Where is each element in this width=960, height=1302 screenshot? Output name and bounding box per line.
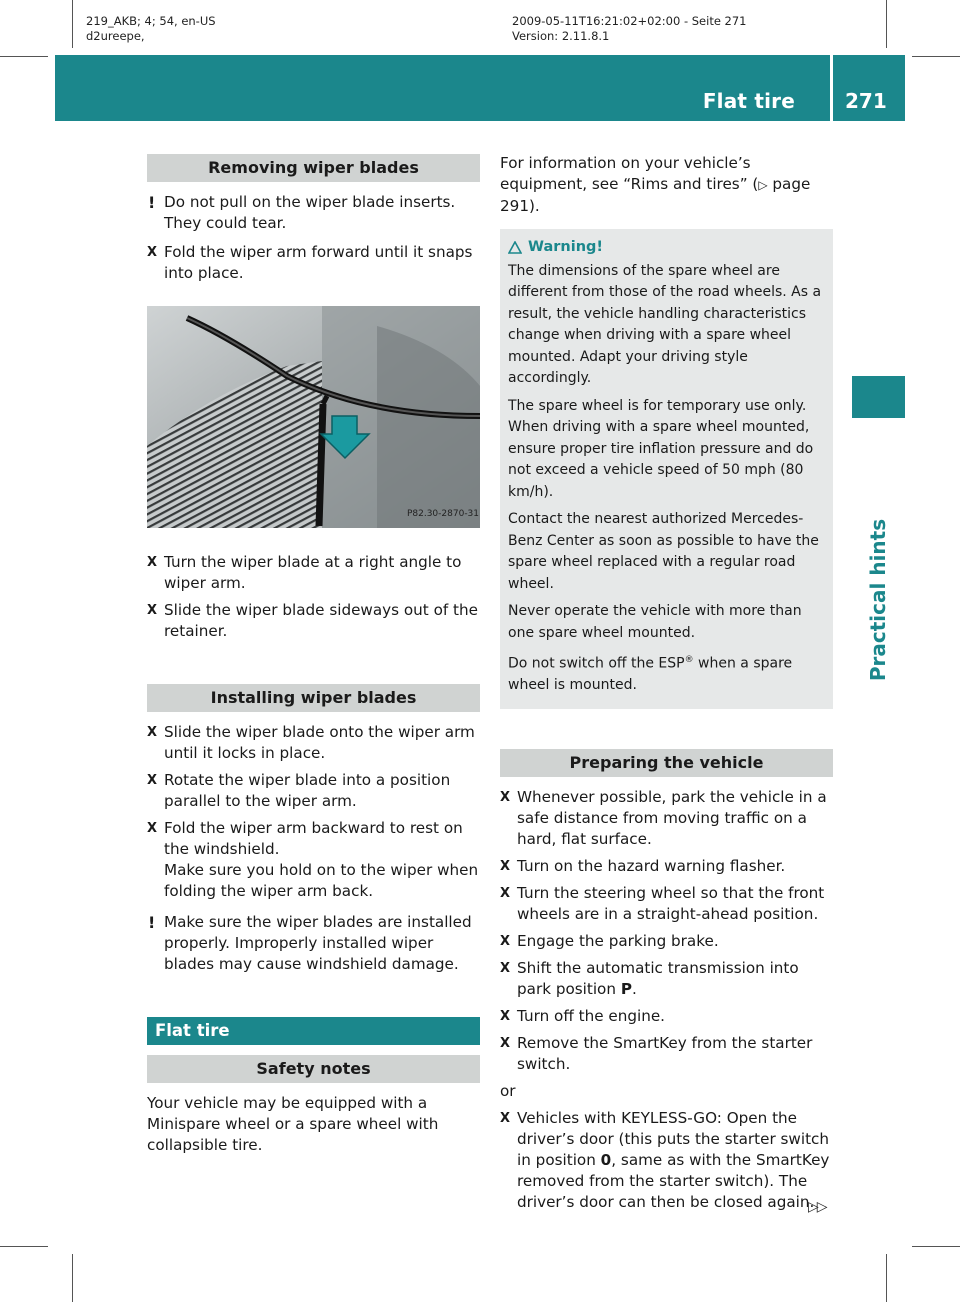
exclamation-icon: ! — [148, 913, 156, 932]
header-separator — [830, 55, 833, 121]
warning-title-text: Warning! — [528, 239, 604, 255]
step-text: Whenever possible, park the vehicle in a safe distance from moving traffic on a hard, flat surface. — [517, 787, 827, 848]
step-text-end: . — [631, 979, 637, 998]
instruction-step — [500, 958, 833, 1000]
step-arrow-icon: X — [147, 725, 158, 740]
step-arrow-icon: X — [147, 245, 158, 260]
step-text: Turn the wiper blade at a right angle to wiper arm. — [164, 553, 462, 592]
instruction-step — [500, 1108, 833, 1213]
wiper-arm-figure — [147, 306, 480, 528]
step-arrow-icon: X — [147, 821, 158, 836]
or-text: or — [500, 1081, 516, 1100]
page-number: 271 — [845, 89, 887, 113]
step-arrow-icon: X — [500, 1035, 511, 1051]
instruction-step — [147, 722, 480, 764]
step-arrow-icon: X — [500, 858, 511, 874]
step-text: Fold the wiper arm backward to rest on the windshield. — [164, 819, 463, 858]
reference-text: For information on your vehicle’s equipment, see “Rims and tires” ( — [500, 154, 759, 193]
heading-installing-wiper-blades: Installing wiper blades — [147, 684, 480, 712]
notice-note — [147, 192, 480, 234]
step-arrow-icon: X — [500, 885, 511, 901]
warning-esp-text: Do not switch off the ESP — [508, 655, 685, 672]
instruction-step — [500, 883, 833, 925]
step-text: Vehicles with KEYLESS-GO: Open the driver’s door (this puts the starter switch in position — [517, 1108, 829, 1169]
print-meta-left-line2: d2ureepe, — [86, 29, 145, 43]
crop-mark — [0, 1246, 48, 1247]
crop-mark — [72, 1254, 73, 1302]
right-column — [500, 153, 833, 1219]
warning-triangle-icon — [508, 241, 522, 254]
heading-removing-wiper-blades: Removing wiper blades — [147, 154, 480, 182]
step-arrow-icon: X — [500, 1008, 511, 1024]
section-tab-marker — [852, 376, 905, 418]
warning-paragraph: Contact the nearest authorized Mercedes-Benz Center as soon as possible to have the spare wheel replaced with a regular road wheel. — [508, 511, 819, 592]
position-letter: P — [620, 979, 632, 998]
instruction-step — [500, 1006, 833, 1027]
exclamation-icon: ! — [148, 193, 156, 212]
crop-mark — [912, 56, 960, 57]
print-meta-right — [512, 14, 747, 44]
step-text: Turn off the engine. — [517, 1006, 665, 1025]
instruction-step — [500, 856, 833, 877]
step-extra-text: Make sure you hold on to the wiper when folding the wiper arm back. — [164, 861, 479, 900]
print-meta-right-line1: 2009-05-11T16:21:02+02:00 - Seite 271 — [512, 14, 747, 28]
print-meta-left-line1: 219_AKB; 4; 54, en-US — [86, 14, 216, 28]
running-title: Flat tire — [702, 89, 795, 113]
crop-mark — [0, 56, 48, 57]
warning-paragraph: The spare wheel is for temporary use only. When driving with a spare wheel mounted, ensure proper tire inflation pressure and do not exceed a vehicle speed of 50 mph (80 km/h). — [508, 397, 814, 500]
heading-preparing-vehicle: Preparing the vehicle — [500, 749, 833, 777]
registered-mark: ® — [684, 655, 694, 665]
page-header-bar — [55, 55, 905, 121]
warning-paragraph: The dimensions of the spare wheel are different from those of the road wheels. As a result, the vehicle handling characteristics change when driving with a spare wheel mounted. Adapt your driving style accordingly. — [508, 262, 822, 386]
step-arrow-icon: X — [147, 603, 158, 618]
figure-code: P82.30-2870-31 — [406, 509, 480, 519]
continue-marker: ▷▷ — [808, 1199, 826, 1215]
step-text: Engage the parking brake. — [517, 931, 719, 950]
side-section-title: Practical hints — [866, 518, 890, 682]
position-number: 0 — [600, 1150, 612, 1169]
crop-mark — [912, 1246, 960, 1247]
step-text: Rotate the wiper blade into a position parallel to the wiper arm. — [164, 771, 451, 810]
instruction-step — [500, 931, 833, 952]
instruction-step — [147, 242, 480, 284]
instruction-step — [147, 600, 480, 642]
step-text: Remove the SmartKey from the starter switch. — [517, 1033, 813, 1073]
step-arrow-icon: X — [147, 773, 158, 788]
instruction-step — [147, 818, 480, 902]
print-meta-right-line2: Version: 2.11.8.1 — [512, 29, 610, 43]
step-text: Slide the wiper blade onto the wiper arm until it locks in place. — [164, 723, 475, 762]
step-text: Fold the wiper arm forward until it snaps into place. — [164, 243, 473, 282]
step-text: Turn on the hazard warning flasher. — [517, 856, 786, 875]
instruction-step — [147, 770, 480, 812]
step-arrow-icon: X — [500, 960, 511, 976]
equipment-reference — [500, 153, 833, 217]
crop-mark — [886, 1254, 887, 1302]
print-meta-left — [86, 14, 216, 44]
step-text: Turn the steering wheel so that the front wheels are in a straight-ahead position. — [517, 883, 825, 923]
step-text: Shift the automatic transmission into park position — [517, 958, 799, 998]
warning-paragraph: Never operate the vehicle with more than one spare wheel mounted. — [508, 603, 802, 641]
left-column — [147, 154, 480, 1164]
step-arrow-icon: X — [500, 789, 511, 805]
warning-esp-text-end: when a spare wheel is mounted. — [508, 655, 793, 694]
step-arrow-icon: X — [147, 555, 158, 570]
notice-text: Do not pull on the wiper blade inserts. They could tear. — [164, 193, 456, 232]
safety-notes-text: Your vehicle may be equipped with a Minispare wheel or a spare wheel with collapsible tire. — [147, 1094, 439, 1154]
instruction-step — [500, 1033, 833, 1075]
step-text: Slide the wiper blade sideways out of the retainer. — [164, 601, 478, 640]
warning-paragraph — [508, 650, 825, 697]
heading-flat-tire: Flat tire — [147, 1017, 480, 1045]
crop-mark — [72, 0, 73, 48]
crop-mark — [886, 0, 887, 48]
instruction-step — [147, 552, 480, 594]
warning-title — [508, 237, 825, 259]
instruction-step — [500, 787, 833, 850]
warning-box — [500, 229, 833, 709]
page-ref-icon: ▷ — [758, 178, 768, 192]
notice-text: Make sure the wiper blades are installed properly. Improperly installed wiper blades may cause windshield damage. — [164, 913, 472, 973]
step-arrow-icon: X — [500, 933, 511, 949]
heading-safety-notes: Safety notes — [147, 1055, 480, 1083]
reference-page: page 291). — [500, 175, 811, 215]
notice-note — [147, 912, 480, 975]
step-arrow-icon: X — [500, 1110, 511, 1126]
step-text-end: , same as with the SmartKey removed from the starter switch). The driver’s door can then be closed again. — [517, 1150, 830, 1211]
